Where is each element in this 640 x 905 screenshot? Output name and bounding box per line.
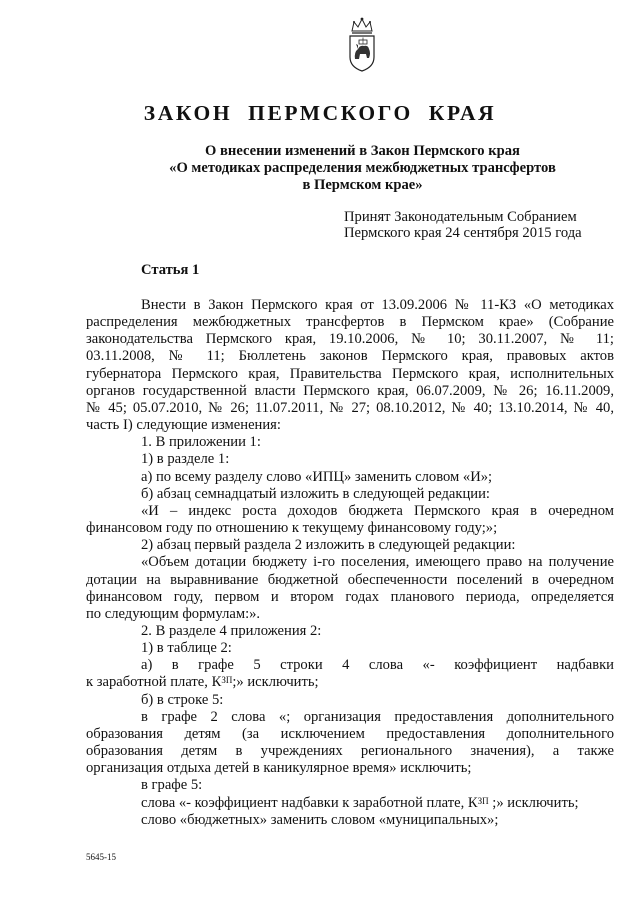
text-run: слова «- коэффициент надбавки к заработной плате, К: [141, 794, 478, 811]
list-item: слово «бюджетных» заменить словом «муниципальных»;: [141, 811, 499, 828]
body-line: органов государственной власти Пермского края, 06.07.2009, № 26; 16.11.2009,: [86, 382, 614, 399]
list-item: [86, 674, 614, 691]
quote-line: по следующим формулам:».: [86, 605, 261, 622]
text-run: ;» исключить;: [232, 674, 319, 691]
adoption-note: [344, 209, 582, 241]
list-item: 1. В приложении 1:: [141, 434, 261, 451]
body-line: губернатора Пермского края, Правительства Пермского края, исполнительных: [86, 365, 614, 382]
body-line: Внести в Закон Пермского края от 13.09.2006 № 11-КЗ «О методиках: [141, 297, 614, 313]
list-item: [86, 795, 614, 812]
body-line: организация отдыха детей в каникулярное время» исключить;: [86, 760, 472, 777]
text-run: ;» исключить;: [488, 794, 579, 811]
coat-of-arms-emblem: [345, 15, 379, 73]
body-line: законодательства Пермского края, 19.10.2006, № 10; 30.11.2007, № 11;: [86, 331, 614, 348]
law-title: ЗАКОН ПЕРМСКОГО КРАЯ: [143, 101, 497, 125]
adoption-line: Принят Законодательным Собранием: [344, 209, 577, 225]
body-line: № 45; 05.07.2010, № 26; 11.07.2011, № 27; 08.10.2012, № 40; 13.10.2014, № 40,: [86, 399, 614, 416]
quote-line: дотации на выравнивание бюджетной обеспеченности поселений в очередном: [86, 571, 614, 588]
list-item: а) в графе 5 строки 4 слова «- коэффициент надбавки: [141, 657, 614, 674]
document-code: 5645-15: [86, 852, 116, 862]
article-body: [86, 297, 614, 829]
body-line: 03.11.2008, № 11; Бюллетень законов Пермского края, правовых актов: [86, 348, 614, 365]
list-item: а) по всему разделу слово «ИПЦ» заменить словом «И»;: [141, 468, 493, 485]
law-subtitle: [0, 143, 640, 194]
quote-line: финансовом году, первом и втором годах планового периода, определяется: [86, 588, 614, 605]
quote-line: финансовом году по отношению к текущему финансовому году;»;: [86, 520, 498, 537]
quote-line: «И – индекс роста доходов бюджета Пермского края в очередном: [141, 502, 614, 519]
adoption-line: Пермского края 24 сентября 2015 года: [344, 225, 582, 241]
list-item: б) в строке 5:: [141, 691, 224, 708]
list-item: 1) в таблице 2:: [141, 640, 232, 657]
list-item: 1) в разделе 1:: [141, 451, 230, 468]
subtitle-line: О внесении изменений в Закон Пермского края: [205, 143, 520, 159]
article-heading: Статья 1: [141, 262, 200, 278]
quote-line: «Объем дотации бюджету i-го поселения, имеющего право на получение: [141, 554, 614, 571]
body-line: образования детям в учреждениях регионального значения), а также: [86, 743, 614, 760]
subtitle-line: в Пермском крае»: [302, 177, 423, 193]
superscript: ЗП: [477, 795, 489, 806]
list-item: б) абзац семнадцатый изложить в следующей редакции:: [141, 485, 490, 502]
body-line: в графе 2 слова «; организация предоставления дополнительного: [141, 708, 614, 725]
list-item: 2. В разделе 4 приложения 2:: [141, 622, 322, 639]
body-line: образования детям (за исключением предоставления дополнительного: [86, 725, 614, 742]
list-item: в графе 5:: [141, 777, 203, 794]
superscript: ЗП: [221, 675, 233, 686]
subtitle-line: «О методиках распределения межбюджетных трансфертов: [169, 160, 556, 176]
body-line: распределения межбюджетных трансфертов в Пермском крае» (Собрание: [86, 314, 614, 331]
list-item: 2) абзац первый раздела 2 изложить в следующей редакции:: [141, 537, 516, 554]
body-line: часть I) следующие изменения:: [86, 417, 281, 434]
text-run: к заработной плате, К: [86, 674, 222, 691]
